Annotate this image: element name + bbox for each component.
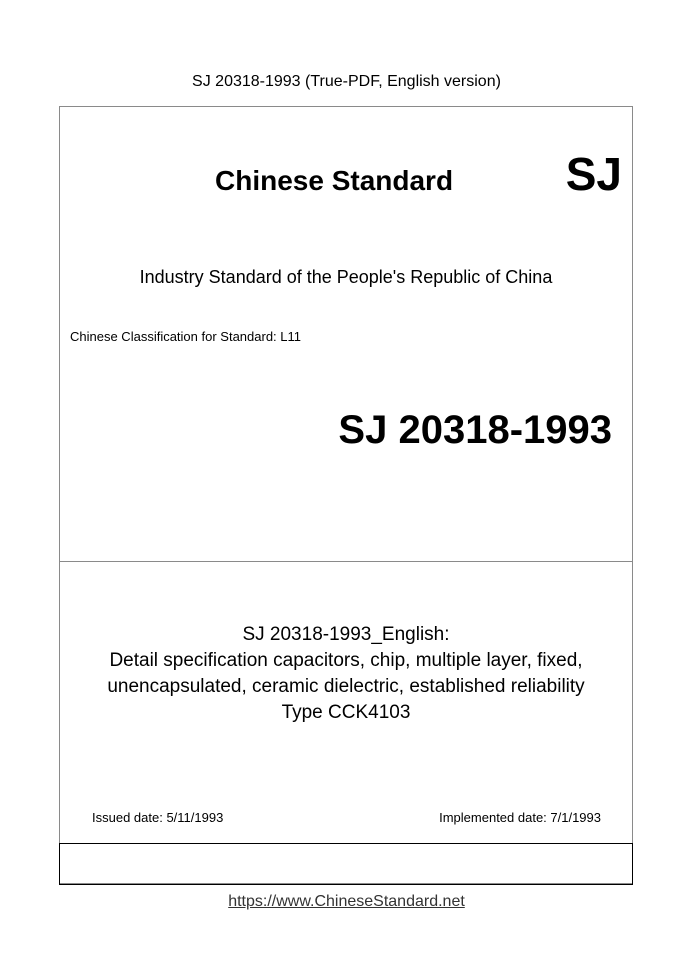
document-title-block — [60, 622, 632, 726]
document-code-line: SJ 20318-1993_English: — [242, 624, 450, 645]
cover-frame — [59, 106, 633, 884]
implemented-date: Implemented date: 7/1/1993 — [439, 810, 601, 825]
issued-date: Issued date: 5/11/1993 — [92, 810, 224, 825]
footer-box — [59, 843, 633, 885]
document-title-line-1: Detail specification capacitors, chip, multiple layer, fixed, — [109, 650, 583, 671]
brand-title: Chinese Standard — [215, 165, 454, 196]
standard-number: SJ 20318-1993 — [338, 408, 612, 452]
page-header-title: SJ 20318-1993 (True-PDF, English version) — [192, 73, 501, 90]
section-divider — [60, 561, 632, 562]
brand-code: SJ — [565, 148, 622, 200]
document-title-line-3: Type CCK4103 — [281, 702, 411, 723]
document-title-line-2: unencapsulated, ceramic dielectric, established reliability — [107, 676, 585, 697]
website-link[interactable]: https://www.ChineseStandard.net — [228, 893, 465, 910]
industry-standard-line: Industry Standard of the People's Republic of China — [139, 267, 553, 287]
classification-label: Chinese Classification for Standard: L11 — [70, 329, 301, 344]
